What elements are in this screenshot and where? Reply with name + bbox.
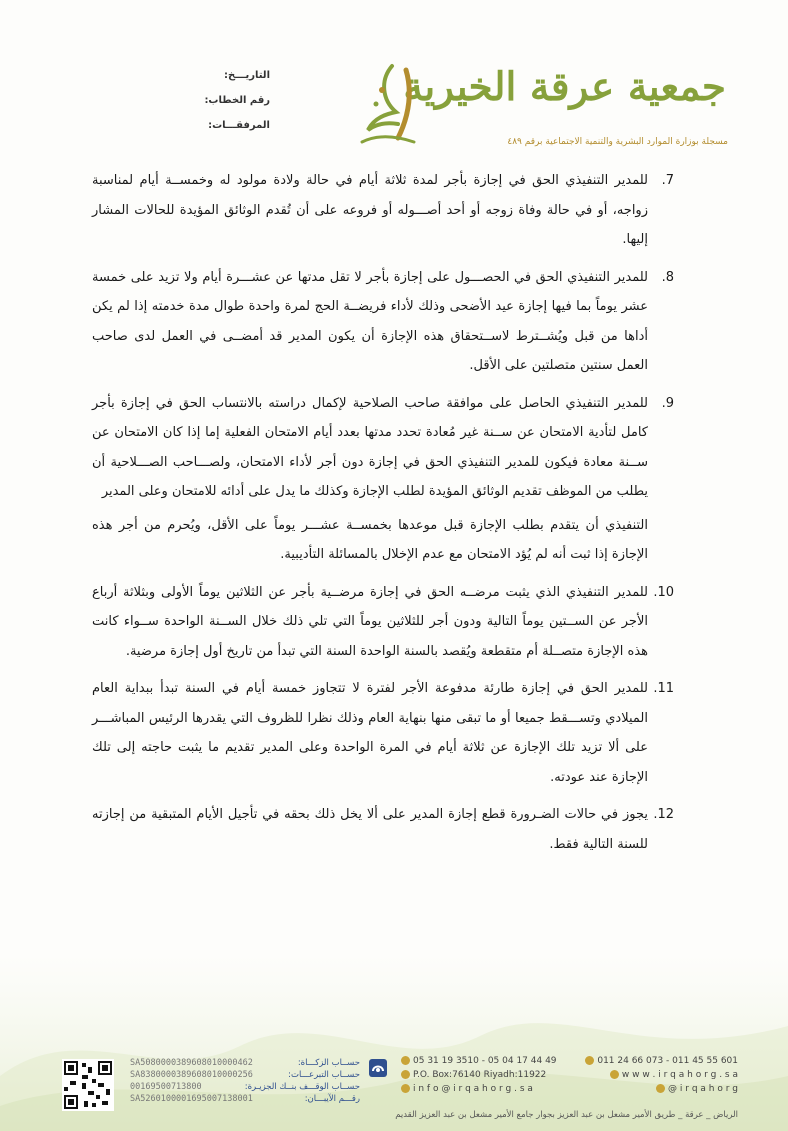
- clause-number: 9.: [661, 395, 674, 411]
- bank-iban: 00169500713800: [130, 1082, 202, 1092]
- clause-text: يجوز في حالات الضـرورة قطع إجازة المدير على ألا يخل ذلك بحقه في تأجيل الأيام المتبقية من إجازته للسنة التالية فقط.: [92, 807, 648, 852]
- attachments-label: المرفقـــات:: [208, 120, 270, 131]
- letterhead: [0, 0, 788, 160]
- phone-icon: [585, 1056, 594, 1065]
- email-link[interactable]: i n f o @ i r q a h o r g . s a: [413, 1084, 533, 1094]
- phone-numbers: 011 24 66 073 - 011 45 55 601: [597, 1056, 738, 1066]
- clause-number: 8.: [661, 269, 674, 285]
- org-name: جمعية عرقة الخيرية: [403, 64, 726, 110]
- email-icon: [401, 1084, 410, 1093]
- date-label: التاريـــخ:: [224, 70, 270, 81]
- contact-info: [398, 1054, 738, 1096]
- clause-number: 11.: [653, 681, 674, 696]
- mailbox-icon: [401, 1070, 410, 1079]
- bank-account-name: حســاب التبرعـــات:: [288, 1070, 360, 1080]
- org-subtitle: مسجلة بوزارة الموارد البشرية والتنمية الاجتماعية برقم ٤٨٩: [507, 137, 728, 147]
- clause-text: للمدير التنفيذي الحاصل على موافقة صاحب الصلاحية لإكمال دراسته بالانتساب الحق في إجازة بأجر كامل لتأدية الامتحان عن ســنة غير مُعادة تحدد مدتها بعدد أيام الامتحان الفعلية إما إذا كان الامتحان عن ســنة معادة فيكون للمدير التنفيذي الحق في إجازة دون أجر لأداء الامتحان، ولصـــاحب الصـــلاحية أن يطلب من الموظف تقديم الوثائق المؤيدة لطلب الإجازة وكذلك ما يدل على أدائه للامتحان وعلى المدير: [92, 395, 648, 499]
- anniversary-emblem-icon: [352, 60, 424, 148]
- clause-continuation: التنفيذي أن يتقدم بطلب الإجازة قبل موعدها بخمســة عشـــر يوماً على الأقل، ويُحرم من أجر هذه الإجازة إذا ثبت أنه لم يُؤد الامتحان مع عدم الإخلال بالمسائلة التأديبية.: [92, 517, 648, 562]
- clause-item: [92, 800, 672, 859]
- letter-number-label: رقم الخطاب:: [204, 95, 270, 106]
- bank-iban: SA5260100001695007138001: [130, 1094, 253, 1104]
- clause-item: [92, 674, 672, 792]
- clause-number: 7.: [661, 173, 674, 188]
- clause-item: [92, 263, 672, 381]
- clause-text: للمدير التنفيذي الحق في الحصـــول على إجازة بأجر لا تقل مدتها عن عشـــرة أيام ولا تزيد على خمسة عشر يوماً بما فيها إجازة عيد الأضحى وذلك لأداء فريضــة الحج لمرة واحدة طوال مدة خدمته إذا لم يكن أداها من قبل ويُشــترط لاســتحقاق هذه الإجازة أن يكون المدير قد أمضــى في العمل لدى صاحب العمل سنتين متصلتين على الأقل.: [92, 269, 648, 373]
- clause-item: [92, 578, 672, 667]
- clause-item: [92, 166, 672, 255]
- footer: [0, 1046, 788, 1126]
- bank-iban: SA8380000389608010000256: [130, 1070, 253, 1080]
- qr-code-icon: [62, 1059, 114, 1111]
- bank-account-name: حســاب الوقـــف بنــك الجزيـرة:: [244, 1082, 360, 1092]
- website-link[interactable]: w w w . i r q a h o r g . s a: [621, 1070, 738, 1080]
- bank-account-row: [130, 1081, 360, 1093]
- contact-row: [398, 1054, 738, 1068]
- mobile-icon: [401, 1056, 410, 1065]
- letter-meta: [200, 70, 270, 145]
- address: الرياض _ عرقة _ طريق الأمير مشعل بن عبد العزيز بجوار جامع الأمير مشعل بن عبد العزيز القديم: [395, 1110, 738, 1120]
- bank-account-row: [130, 1093, 360, 1105]
- clause-text: للمدير التنفيذي الذي يثبت مرضــه الحق في إجازة مرضــية بأجر عن الثلاثين يوماً الأولى وبثلاثة أرباع الأجر عن الســتين يوماً التالية ودون أجر للثلاثين يوماً التي تلي ذلك خلال الســنة الواحدة ســواء كانت هذه الإجازة متصــلة أم متقطعة ويُقصد بالسنة الواحدة السنة التي تبدأ من تاريخ أول إجازة مرضية.: [92, 584, 648, 659]
- clause-text: للمدير التنفيذي الحق في إجازة بأجر لمدة ثلاثة أيام في حالة ولادة مولود له وخمســة أيام لمناسبة زواجه، أو في حالة وفاة زوجه أو أحد أصـــوله أو فروعه على أن تُقدم الوثائق المؤيدة للحالات المشار إليها.: [92, 173, 648, 247]
- bank-account-name: رقـــم الآيبـــان:: [304, 1094, 360, 1104]
- bank-iban: SA5080000389608010000462: [130, 1058, 253, 1068]
- clause-item: [92, 389, 672, 507]
- clause-number: 12.: [653, 807, 674, 822]
- po-box: P.O. Box:76140 Riyadh:11922: [413, 1070, 547, 1080]
- mobile-numbers: 05 31 19 3510 - 05 04 17 44 49: [413, 1056, 557, 1066]
- social-handle[interactable]: @ i r q a h o r g: [668, 1084, 738, 1094]
- clause-text: للمدير الحق في إجازة طارئة مدفوعة الأجر لفترة لا تتجاوز خمسة أيام في السنة تبدأ ببداية العام الميلادي وتســـقط جميعا أو ما تبقى منها بنهاية العام وذلك نظرا للظروف التي يقدرها الرئيس المباشـــر على ألا تزيد تلك الإجازة عن ثلاثة أيام في المرة الواحدة وعلى المدير تقديم ما يثبت حاجته إلى تلك الإجازة عند عودته.: [92, 681, 648, 785]
- bank-account-row: [130, 1069, 360, 1081]
- bank-account-name: حســاب الزكـــاة:: [297, 1058, 360, 1068]
- bank-accounts: [130, 1057, 360, 1105]
- letter-body: [92, 166, 672, 867]
- contact-row: [398, 1068, 738, 1082]
- contact-row: [398, 1082, 738, 1096]
- globe-icon: [610, 1070, 619, 1079]
- clause-number: 10.: [653, 584, 674, 600]
- bank-logo-icon: [368, 1058, 388, 1078]
- social-icon: [656, 1084, 665, 1093]
- bank-account-row: [130, 1057, 360, 1069]
